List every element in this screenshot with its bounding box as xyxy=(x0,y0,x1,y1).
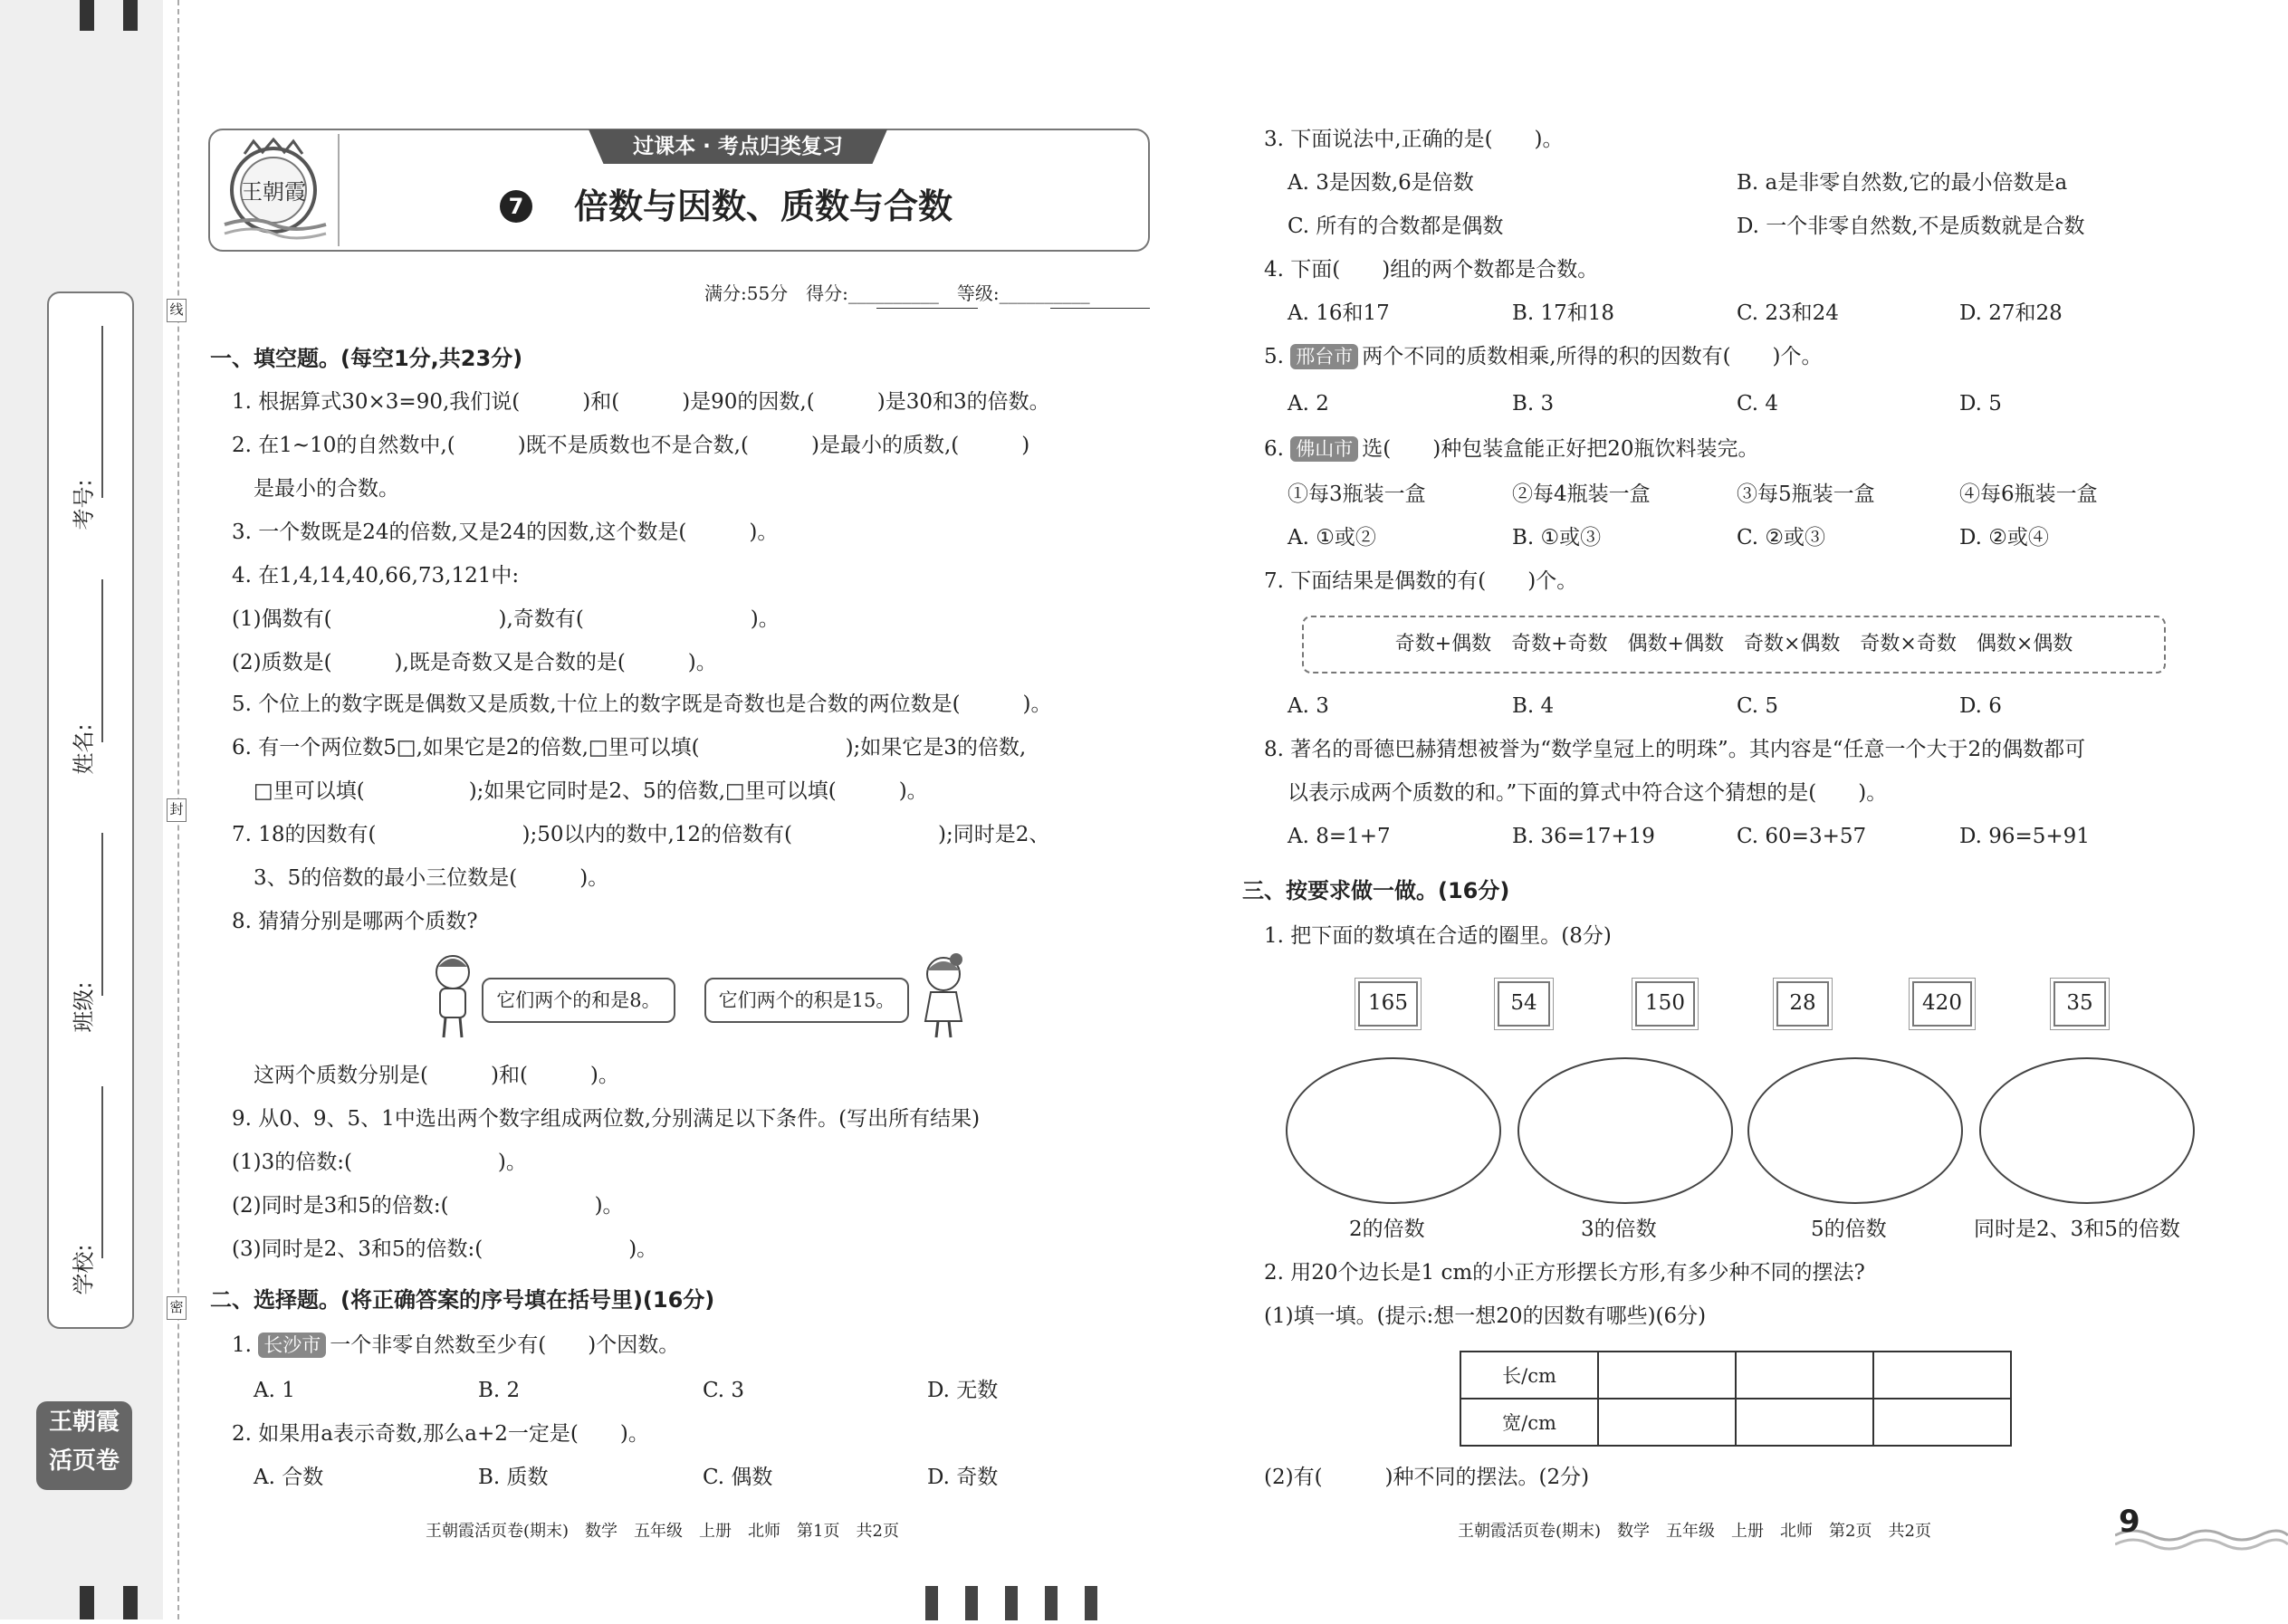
choice-q6-item-4: ④每6瓶装一盒 xyxy=(1959,482,2098,506)
choice-q3-opt-c: C. 所有的合数都是偶数 xyxy=(1288,215,1504,238)
name-label: 姓名: xyxy=(71,723,97,775)
choice-q6: 6. 佛山市 选( )种包装盒能正好把20瓶饮料装完。 xyxy=(1264,437,1759,461)
rectangle-size-table xyxy=(1460,1351,2012,1447)
fill-q9-2: (2)同时是3和5的倍数:( )。 xyxy=(232,1194,624,1218)
student-info-panel xyxy=(47,291,134,1329)
circle-label-3: 3的倍数 xyxy=(1581,1218,1657,1241)
score-line: 满分:55分 得分:__________ 等级:__________ xyxy=(704,282,1090,304)
fill-q5: 5. 个位上的数字既是偶数又是质数,十位上的数字既是奇数也是合数的两位数是( )。 xyxy=(232,693,1052,716)
choice-q8: 8. 著名的哥德巴赫猜想被誉为“数学皇冠上的明珠”。其内容是“任意一个大于2的偶数都可 xyxy=(1264,738,2086,761)
fill-q2: 2. 在1~10的自然数中,( )既不是质数也不是合数,( )是最小的质数,( ) xyxy=(232,434,1030,457)
number-card-35: 35 xyxy=(2053,981,2106,1027)
region-tag-xingtai: 邢台市 xyxy=(1290,344,1358,369)
choice-q4-opt-c: C. 23和24 xyxy=(1737,301,1839,325)
circle-multiples-of-5[interactable] xyxy=(1747,1057,1963,1204)
choice-q8-opt-d: D. 96=5+91 xyxy=(1959,825,2090,848)
number-card-150: 150 xyxy=(1635,981,1695,1027)
choice-q7-opt-a: A. 3 xyxy=(1288,694,1329,718)
number-card-165: 165 xyxy=(1358,981,1418,1027)
footer-left: 王朝霞活页卷(期末) 数学 五年级 上册 北师 第1页 共2页 xyxy=(426,1522,899,1541)
fill-q4: 4. 在1,4,14,40,66,73,121中: xyxy=(232,564,520,588)
circle-label-5: 5的倍数 xyxy=(1811,1218,1887,1241)
logo-emblem xyxy=(217,134,340,246)
choice-q1-opt-b: B. 2 xyxy=(478,1379,521,1402)
section-practice: 三、按要求做一做。(16分) xyxy=(1242,878,1510,903)
choice-q3-opt-b: B. a是非零自然数,它的最小倍数是a xyxy=(1737,171,2068,195)
fill-q3: 3. 一个数既是24的倍数,又是24的因数,这个数是( )。 xyxy=(232,521,779,544)
choice-q7-opt-d: D. 6 xyxy=(1959,694,2002,718)
fill-q8: 8. 猜猜分别是哪两个质数? xyxy=(232,910,478,933)
fill-q9: 9. 从0、9、5、1中选出两个数字组成两位数,分别满足以下条件。(写出所有结果) xyxy=(232,1107,981,1131)
girl-illustration xyxy=(916,952,971,1039)
choice-q4: 4. 下面( )组的两个数都是合数。 xyxy=(1264,258,1599,282)
row-header-width: 宽/cm xyxy=(1460,1399,1598,1446)
choice-q6-opt-a: A. ①或② xyxy=(1288,526,1376,549)
speech-bubble-product: 它们两个的积是15。 xyxy=(704,978,909,1023)
choice-q1-opt-c: C. 3 xyxy=(703,1379,745,1402)
unit-number-badge: 7 xyxy=(500,190,532,223)
binding-sidebar xyxy=(0,0,163,1619)
parity-expressions-box: 奇数+偶数 奇数+奇数 偶数+偶数 奇数×偶数 奇数×奇数 偶数×偶数 xyxy=(1302,616,2166,673)
row-header-length: 长/cm xyxy=(1460,1352,1598,1399)
fill-q9-1: (1)3的倍数:( )。 xyxy=(232,1151,527,1174)
fill-q7-cont: 3、5的倍数的最小三位数是( )。 xyxy=(254,866,609,890)
choice-q6-item-1: ①每3瓶装一盒 xyxy=(1288,482,1426,506)
bottom-bars xyxy=(80,1586,134,1619)
choice-q5: 5. 邢台市 两个不同的质数相乘,所得的积的因数有( )个。 xyxy=(1264,345,1823,368)
choice-q6-item-3: ③每5瓶装一盒 xyxy=(1737,482,1875,506)
choice-q2-opt-b: B. 质数 xyxy=(478,1466,549,1489)
side-mark-seal: 封 xyxy=(167,798,187,822)
choice-q5-opt-c: C. 4 xyxy=(1737,392,1779,416)
number-card-54: 54 xyxy=(1498,981,1550,1027)
side-mark-secret: 密 xyxy=(167,1296,187,1320)
choice-q6-opt-d: D. ②或④ xyxy=(1959,526,2049,549)
choice-q2-opt-c: C. 偶数 xyxy=(703,1466,773,1489)
brand-badge: 王朝霞 活页卷 xyxy=(36,1401,132,1490)
circle-label-2-3-5: 同时是2、3和5的倍数 xyxy=(1974,1218,2180,1241)
circle-multiples-of-2-3-5[interactable] xyxy=(1979,1057,2195,1204)
choice-q6-opt-b: B. ①或③ xyxy=(1512,526,1602,549)
choice-q3: 3. 下面说法中,正确的是( )。 xyxy=(1264,128,1564,151)
number-card-28: 28 xyxy=(1776,981,1829,1027)
choice-q5-opt-a: A. 2 xyxy=(1288,392,1329,416)
fill-q6: 6. 有一个两位数5□,如果它是2的倍数,□里可以填( );如果它是3的倍数, xyxy=(232,736,1027,759)
choice-q1-opt-d: D. 无数 xyxy=(927,1379,999,1402)
choice-q4-opt-d: D. 27和28 xyxy=(1959,301,2063,325)
practice-q2-2: (2)有( )种不同的摆法。(2分) xyxy=(1264,1466,1590,1489)
circle-multiples-of-2[interactable] xyxy=(1286,1057,1501,1204)
fill-q6-cont: □里可以填( );如果它同时是2、5的倍数,□里可以填( )。 xyxy=(254,779,928,803)
fill-q4-1: (1)偶数有( ),奇数有( )。 xyxy=(232,607,780,631)
choice-q3-opt-d: D. 一个非零自然数,不是质数就是合数 xyxy=(1737,215,2085,238)
choice-q1-opt-a: A. 1 xyxy=(254,1379,295,1402)
choice-q2: 2. 如果用a表示奇数,那么a+2一定是( )。 xyxy=(232,1422,649,1446)
region-tag-foshan: 佛山市 xyxy=(1290,436,1358,462)
boy-illustration xyxy=(426,952,480,1039)
section-fill-blank: 一、填空题。(每空1分,共23分) xyxy=(210,346,523,371)
choice-q8-opt-a: A. 8=1+7 xyxy=(1288,825,1391,848)
top-bars xyxy=(80,0,134,31)
fill-q9-3: (3)同时是2、3和5的倍数:( )。 xyxy=(232,1237,658,1261)
choice-q7: 7. 下面结果是偶数的有( )个。 xyxy=(1264,569,1578,593)
fill-q8-answer: 这两个质数分别是( )和( )。 xyxy=(254,1064,619,1087)
practice-q2: 2. 用20个边长是1 cm的小正方形摆长方形,有多少种不同的摆法? xyxy=(1264,1261,1865,1285)
choice-q2-opt-a: A. 合数 xyxy=(254,1466,324,1489)
svg-text:王朝霞: 王朝霞 xyxy=(241,179,306,205)
fill-q1: 1. 根据算式30×3=90,我们说( )和( )是90的因数,( )是30和3的倍数。 xyxy=(232,390,1050,414)
bottom-center-bars xyxy=(925,1586,1125,1619)
choice-q7-opt-c: C. 5 xyxy=(1737,694,1779,718)
choice-q8-cont: 以表示成两个质数的和。”下面的算式中符合这个猜想的是( )。 xyxy=(1288,781,1888,805)
practice-q2-1: (1)填一填。(提示:想一想20的因数有哪些)(6分) xyxy=(1264,1304,1707,1328)
region-tag-changsha: 长沙市 xyxy=(258,1333,326,1358)
choice-q6-opt-c: C. ②或③ xyxy=(1737,526,1826,549)
footer-right: 王朝霞活页卷(期末) 数学 五年级 上册 北师 第2页 共2页 xyxy=(1458,1522,1931,1541)
table-row xyxy=(1460,1399,2011,1446)
choice-q4-opt-b: B. 17和18 xyxy=(1512,301,1615,325)
school-label: 学校: xyxy=(71,1244,97,1295)
fill-q2-cont: 是最小的合数。 xyxy=(254,477,399,501)
choice-q1: 1. 长沙市 一个非零自然数至少有( )个因数。 xyxy=(232,1333,680,1357)
section-choice: 二、选择题。(将正确答案的序号填在括号里)(16分) xyxy=(210,1287,715,1313)
header-banner-text: 过课本 · 考点归类复习 xyxy=(633,135,843,158)
page-number: 9 xyxy=(2119,1504,2140,1540)
choice-q5-opt-b: B. 3 xyxy=(1512,392,1555,416)
choice-q5-opt-d: D. 5 xyxy=(1959,392,2002,416)
choice-q8-opt-b: B. 36=17+19 xyxy=(1512,825,1655,848)
choice-q7-opt-b: B. 4 xyxy=(1512,694,1555,718)
choice-q8-opt-c: C. 60=3+57 xyxy=(1737,825,1867,848)
exam-number-label: 考号: xyxy=(71,479,97,530)
number-card-420: 420 xyxy=(1912,981,1972,1027)
side-mark-line: 线 xyxy=(167,299,187,322)
practice-q1: 1. 把下面的数填在合适的圈里。(8分) xyxy=(1264,924,1612,948)
choice-q4-opt-a: A. 16和17 xyxy=(1288,301,1390,325)
page-number-wave xyxy=(2115,1499,2288,1553)
choice-q6-item-2: ②每4瓶装一盒 xyxy=(1512,482,1651,506)
page-title: 倍数与因数、质数与合数 xyxy=(574,186,953,226)
circle-label-2: 2的倍数 xyxy=(1349,1218,1425,1241)
fill-q4-2: (2)质数是( ),既是奇数又是合数的是( )。 xyxy=(232,651,717,674)
circle-multiples-of-3[interactable] xyxy=(1517,1057,1733,1204)
class-label: 班级: xyxy=(71,981,97,1033)
speech-bubble-sum: 它们两个的和是8。 xyxy=(482,978,675,1023)
choice-q3-opt-a: A. 3是因数,6是倍数 xyxy=(1288,171,1474,195)
table-row xyxy=(1460,1352,2011,1399)
fill-q7: 7. 18的因数有( );50以内的数中,12的倍数有( );同时是2、 xyxy=(232,823,1050,846)
choice-q2-opt-d: D. 奇数 xyxy=(927,1466,999,1489)
